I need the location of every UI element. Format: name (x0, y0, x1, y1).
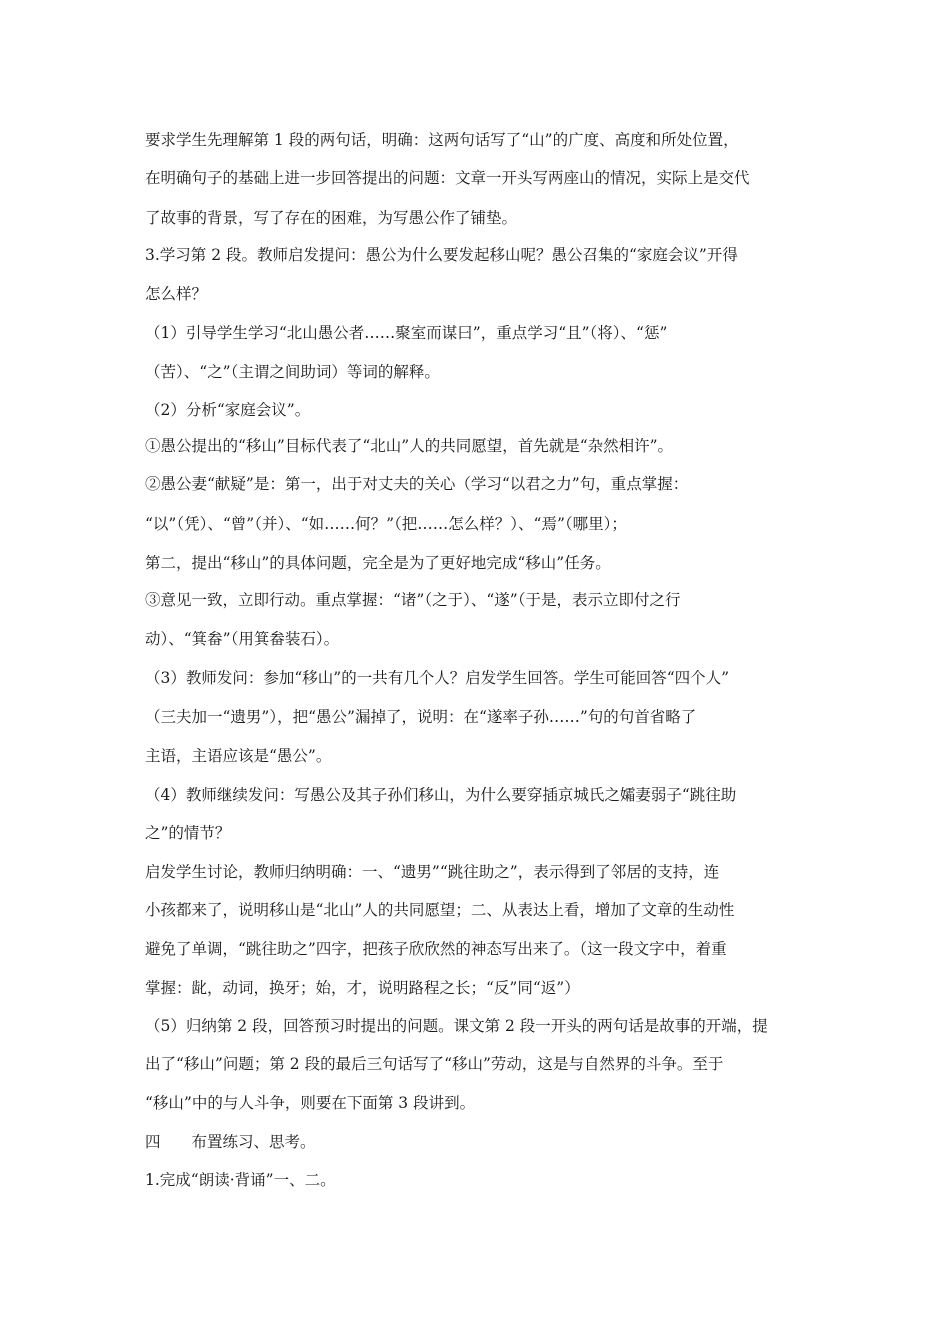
text-line: 小孩都来了，说明移山是“北山”人的共同愿望；二、从表达上看，增加了文章的生动性 (145, 901, 735, 919)
text-line: 启发学生讨论，教师归纳明确：一、“遗男”“跳往助之”，表示得到了邻居的支持，连 (145, 863, 720, 881)
text-line: （1）引导学生学习“北山愚公者……聚室而谋曰”，重点学习“且”（将）、“惩” (145, 324, 668, 342)
text-line: “移山”中的与人斗争，则要在下面第 3 段讲到。 (145, 1094, 476, 1112)
text-line: 避免了单调，“跳往助之”四字，把孩子欣欣然的神态写出来了。（这一段文字中，着重 (145, 940, 727, 958)
text-line: （3）教师发问：参加“移山”的一共有几个人？启发学生回答。学生可能回答“四个人” (145, 669, 730, 687)
text-line: 要求学生先理解第 1 段的两句话，明确：这两句话写了“山”的广度、高度和所处位置， (145, 131, 739, 149)
text-line: 在明确句子的基础上进一步回答提出的问题：文章一开头写两座山的情况，实际上是交代 (145, 169, 750, 187)
text-line: 掌握：龀，动词，换牙；始，才，说明路程之长；“反”同“返”） (145, 979, 580, 997)
text-line: “以”（凭）、“曾”（并）、“如……何？”（把……怎么样？）、“焉”（哪里）； (145, 515, 627, 533)
text-line: （5）归纳第 2 段，回答预习时提出的问题。课文第 2 段一开头的两句话是故事的开端，提 (145, 1017, 768, 1035)
text-line: 3.学习第 2 段。教师启发提问：愚公为什么要发起移山呢？愚公召集的“家庭会议”开得 (145, 246, 738, 264)
text-line: （三夫加一“遗男”），把“愚公”漏掉了，说明：在“遂率子孙……”句的句首省略了 (145, 708, 697, 726)
text-line: （2）分析“家庭会议”。 (145, 401, 311, 419)
text-line: 动）、“箕畚”（用箕畚装石）。 (145, 630, 340, 648)
text-line: （苦）、“之”（主谓之间助词）等词的解释。 (145, 363, 440, 381)
text-line: 之”的情节？ (145, 824, 231, 842)
text-line: 1.完成“朗读·背诵”一、二。 (145, 1171, 336, 1189)
text-line: 第二，提出“移山”的具体问题，完全是为了更好地完成“移山”任务。 (145, 554, 611, 572)
text-line: 怎么样？ (145, 285, 208, 303)
text-line: ③意见一致，立即行动。重点掌握：“诸”（之于）、“遂”（于是，表示立即付之行 (145, 591, 681, 609)
text-line: ①愚公提出的“移山”目标代表了“北山”人的共同愿望，首先就是“杂然相许”。 (145, 437, 674, 455)
text-line: （4）教师继续发问：写愚公及其子孙们移山，为什么要穿插京城氏之孀妻弱子“跳往助 (145, 786, 737, 804)
text-line: 了故事的背景，写了存在的困难，为写愚公作了铺垫。 (145, 209, 518, 227)
text-line: 出了“移山”问题；第 2 段的最后三句话写了“移山”劳动，这是与自然界的斗争。至于 (145, 1055, 724, 1073)
text-line: ②愚公妻“献疑”是：第一，出于对丈夫的关心（学习“以君之力”句，重点掌握： (145, 475, 689, 493)
section-heading: 四 布置练习、思考。 (145, 1133, 316, 1151)
text-line: 主语，主语应该是“愚公”。 (145, 747, 332, 765)
